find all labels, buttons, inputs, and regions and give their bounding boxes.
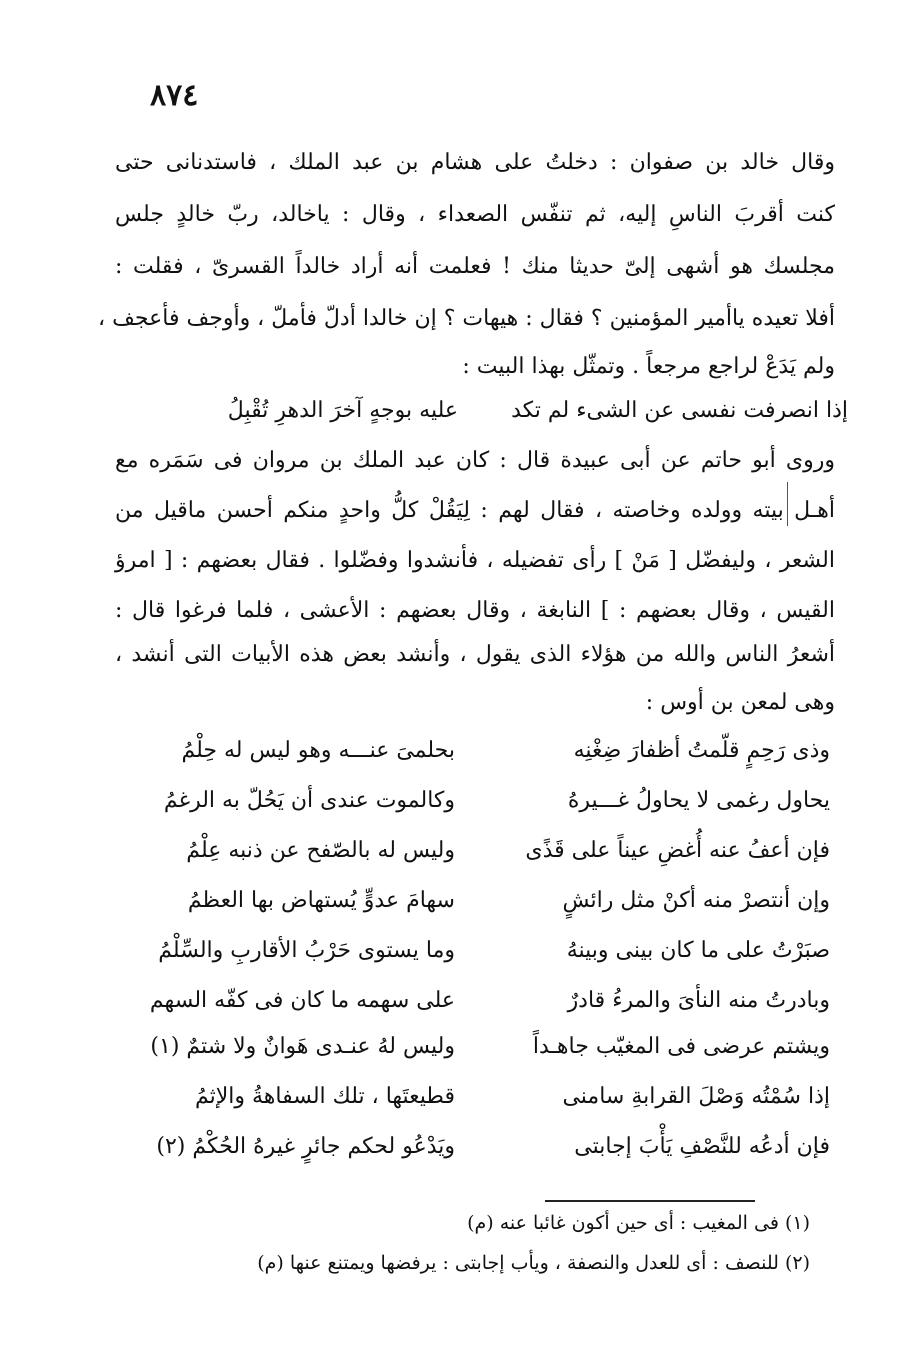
footnote-divider — [545, 1200, 755, 1202]
prose-line: كنت أقربَ الناسِ إليه، ثم تنفّس الصعداء ، وقال : ياخالد، ربّ خالدٍ جلس — [115, 202, 835, 227]
hemistich-second: وكالموت عندى أن يَحُلّ به الرغمُ — [163, 788, 455, 813]
hemistich-first: ويشتم عرضى فى المغيّب جاهـداً — [532, 1034, 830, 1059]
hemistich-first: فإن أدعُه للنَّصْفِ يَأْبَ إجابتى — [574, 1134, 830, 1159]
hemistich-first: صبَرْتُ على ما كان بينى وبينهُ — [566, 938, 830, 963]
verse-hemistich-second: عليه بوجهٍ آخرَ الدهرِ تُقْبِلُ — [227, 398, 458, 423]
prose-line: الشعر ، وليفضّل [ مَنْ ] رأى تفضيله ، فأنشدوا وفضّلوا . فقال بعضهم : [ امرؤ — [115, 548, 835, 573]
hemistich-second: سهامَ عدوٍّ يُستهاض بها العظمُ — [187, 888, 455, 913]
hemistich-second: ويَدْعُو لحكم جائرٍ غيرهُ الحُكْمُ (٢) — [156, 1134, 455, 1159]
prose-line: وهى لمعن بن أوس : — [645, 690, 835, 715]
hemistich-first: وذى رَحِمٍ قلّمتُ أظفارَ ضِغْنِه — [573, 738, 830, 763]
footnote: (١) فى المغيب : أى حين أكون غائبا عنه (م) — [467, 1212, 810, 1234]
prose-line: وقال خالد بن صفوان : دخلتُ على هشام بن عبد الملك ، فاستدنانى حتى — [115, 150, 835, 175]
hemistich-first: وإن أنتصرْ منه أكنْ مثل رائشٍ — [562, 888, 830, 913]
hemistich-second: وليس لهُ عنـدى هَوانٌ ولا شتمٌ (١) — [150, 1034, 455, 1059]
hemistich-second: على سهمه ما كان فى كفّه السهم — [149, 988, 455, 1013]
hemistich-second: بحلمىَ عنـــه وهو ليس له حِلْمُ — [181, 738, 455, 763]
hemistich-second: وما يستوى حَرْبُ الأقاربِ والسِّلْمُ — [158, 938, 455, 963]
hemistich-first: إذا سُمْتُه وَصْلَ القرابةِ سامنى — [562, 1084, 830, 1109]
prose-line: وروى أبو حاتم عن أبى عبيدة قال : كان عبد الملك بن مروان فى سَمَره مع — [115, 448, 835, 473]
prose-line: القيس ، وقال بعضهم : ] النابغة ، وقال بعضهم : الأعشى ، فلما فرغوا قال : — [115, 598, 835, 623]
prose-line: أهـل بيته وولده وخاصته ، فقال لهم : لِيَقُلْ كلُّ واحدٍ منكم أحسن ماقيل من — [115, 498, 835, 523]
prose-line: ولم يَدَعْ لراجع مرجعاً . وتمثّل بهذا البيت : — [462, 354, 835, 379]
margin-mark — [787, 482, 788, 526]
verse-hemistich-first: إذا انصرفت نفسى عن الشىء لم تكد — [511, 398, 848, 423]
hemistich-second: وليس له بالصّفح عن ذنبه عِلْمُ — [186, 838, 455, 863]
prose-line: أشعرُ الناس والله من هؤلاء الذى يقول ، وأنشد بعض هذه الأبيات التى أنشد ، — [115, 642, 835, 667]
hemistich-first: وبادرتُ منه النأىَ والمرءُ قادرٌ — [567, 988, 830, 1013]
hemistich-first: يحاول رغمى لا يحاولُ غـــيرهُ — [567, 788, 830, 813]
prose-line: أفلا تعيده ياأمير المؤمنين ؟ فقال : هيهات ؟ إن خالدا أدلّ فأملّ ، وأوجف فأعجف ، — [98, 306, 835, 331]
prose-line: مجلسك هو أشهى إلىّ حديثا منك ! فعلمت أنه أراد خالداً القسرىّ ، فقلت : — [115, 254, 835, 279]
footnote: (٢) للنصف : أى للعدل والنصفة ، ويأب إجابتى : يرفضها ويمتنع عنها (م) — [257, 1252, 810, 1274]
hemistich-first: فإن أعفُ عنه أُغضِ عيناً على قَذًى — [525, 838, 830, 863]
hemistich-second: قطيعتَها ، تلك السفاهةُ والإثمُ — [194, 1084, 455, 1109]
page-number: ٨٧٤ — [150, 78, 199, 113]
